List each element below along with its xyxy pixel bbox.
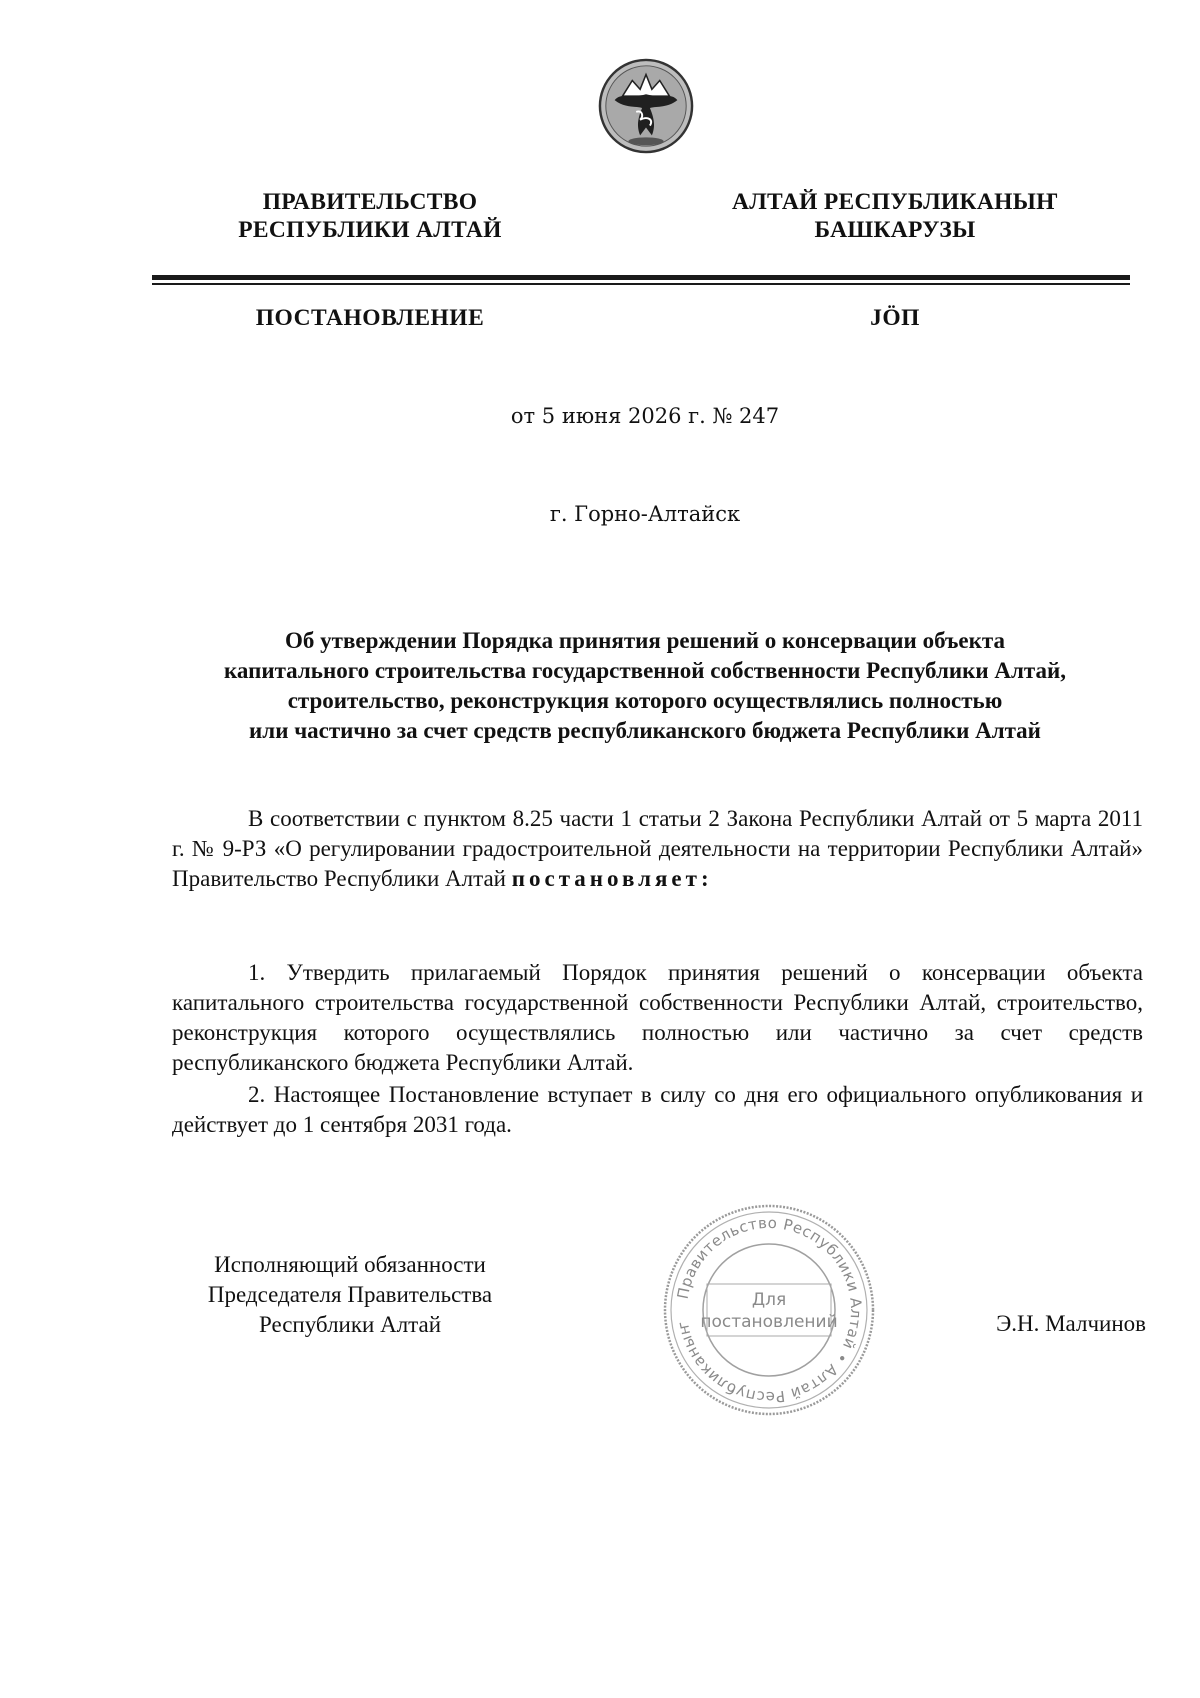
official-round-seal [659, 1200, 879, 1420]
coat-of-arms-emblem [597, 57, 695, 155]
signatory-title-line3: Республики Алтай [258, 1312, 442, 1337]
title-line3: строительство, реконструкция которого осуществлялись полностью [287, 688, 1003, 713]
preamble-text: В соответствии с пунктом 8.25 части 1 статьи 2 Закона Республики Алтай от 5 марта 2011 г. № 9-РЗ «О регулировании градостроительной деятельности на территории Республики Алтай» Правительство Республики Алтай [172, 806, 1143, 891]
signatory-title [180, 1250, 520, 1340]
item-2-paragraph [172, 1080, 1143, 1140]
title-line1: Об утверждении Порядка принятия решений о консервации объекта [285, 628, 1005, 653]
signatory-title-line2: Председателя Правительства [207, 1282, 493, 1307]
document-city: г. Горно-Алтайск [549, 502, 741, 526]
gov-right-line2: БАШКАРУЗЫ [814, 217, 976, 243]
decree-word: постановляет: [511, 866, 713, 891]
header-divider-thick [152, 275, 1130, 280]
title-line2: капитального строительства государственной собственности Республики Алтай, [224, 658, 1066, 683]
stamp-center-line2: постановлений [700, 1312, 838, 1332]
header-divider-thin [152, 283, 1130, 285]
government-name-altai [730, 188, 1060, 244]
item-2-text: 2. Настоящее Постановление вступает в силу со дня его официального опубликования и действует до 1 сентября 2031 года. [172, 1082, 1143, 1137]
document-type-altai: ЈӦП [870, 305, 920, 331]
government-name-russian [200, 188, 540, 244]
gov-left-line2: РЕСПУБЛИКИ АЛТАЙ [238, 217, 502, 243]
document-date-number: от 5 июня 2026 г. № 247 [510, 404, 780, 428]
item-1-text: 1. Утвердить прилагаемый Порядок принятия решений о консервации объекта капитального строительства государственной собственности Республики Алтай, строительство, реконструкция которого осуществлялись полностью или частично за счет средств республиканского бюджета Республики Алтай. [172, 960, 1143, 1075]
stamp-ring-text: Правительство Республики Алтай • Алтай Республиканыҥ [673, 1213, 866, 1407]
preamble-paragraph [172, 804, 1143, 894]
item-1-paragraph [172, 958, 1143, 1078]
gov-left-line1: ПРАВИТЕЛЬСТВО [262, 189, 478, 215]
stamp-center-line1: Для [751, 1290, 787, 1310]
title-line4: или частично за счет средств республиканского бюджета Республики Алтай [249, 718, 1041, 743]
signatory-title-line1: Исполняющий обязанности [214, 1252, 486, 1277]
document-type-russian: ПОСТАНОВЛЕНИЕ [255, 305, 485, 331]
gov-right-line1: АЛТАЙ РЕСПУБЛИКАНЫҤ [731, 189, 1059, 215]
document-title [150, 626, 1140, 746]
signatory-name: Э.Н. Малчинов [996, 1311, 1146, 1336]
